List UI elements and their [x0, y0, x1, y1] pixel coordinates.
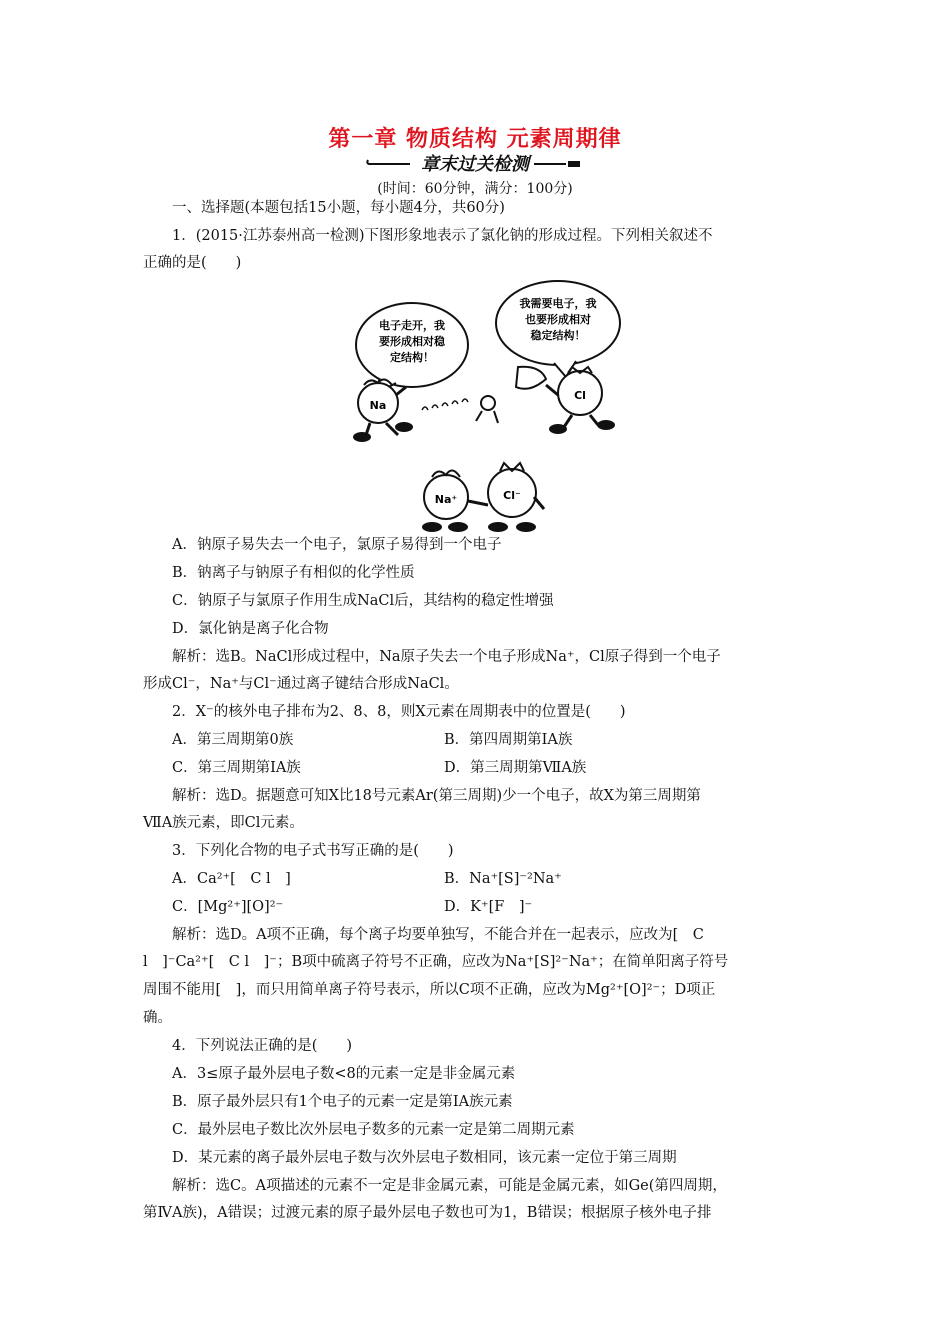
q2-option-b: B．第四周期第ⅠA族: [444, 732, 573, 748]
q4-option-c: C．最外层电子数比次外层电子数多的元素一定是第二周期元素: [172, 1122, 575, 1138]
q1-stem-line2: 正确的是( ): [143, 255, 242, 271]
q1-analysis-line1: 解析：选B。NaCl形成过程中，Na原子失去一个电子形成Na⁺，Cl原子得到一个电子: [172, 649, 721, 665]
nacl-formation-illustration: [340, 275, 640, 540]
q2-option-d: D．第三周期第ⅦA族: [444, 760, 587, 776]
q2-analysis-line2: ⅦA族元素，即Cl元素。: [143, 815, 304, 831]
bubble-right-line3: 稳定结构！: [530, 329, 586, 342]
q3-analysis-line4: 确。: [143, 1010, 172, 1026]
electron-trail: [422, 399, 468, 410]
bubble-right-line2: 也要形成相对: [525, 313, 591, 326]
q3-option-b: B．Na⁺[S]⁻²Na⁺: [444, 871, 562, 887]
bubble-right-line1: 我需要电子，我: [519, 297, 597, 310]
q3-analysis-line3: 周围不能用[ ]，而只用简单离子符号表示，所以C项不正确，应改为Mg²⁺[O]²⁻；D项正: [143, 982, 716, 998]
time-info: (时间：60分钟，满分：100分): [377, 181, 573, 197]
label-cl-ion: Cl⁻: [503, 489, 521, 502]
review-banner: 章末过关检测: [421, 154, 529, 175]
q4-stem: 4．下列说法正确的是( ): [172, 1038, 353, 1054]
q4-analysis-line1: 解析：选C。A项描述的元素不一定是非金属元素，可能是金属元素，如Ge(第四周期，: [172, 1178, 727, 1194]
q3-analysis-line2: l ]⁻Ca²⁺[ C l ]⁻；B项中硫离子符号不正确，应改为Na⁺[S]²⁻Na⁺；在简单阳离子符号: [143, 954, 729, 970]
q3-option-a: A．Ca²⁺[ C l ]: [172, 871, 291, 887]
q2-option-a: A．第三周期第0族: [172, 732, 294, 748]
q3-stem: 3．下列化合物的电子式书写正确的是( ): [172, 843, 454, 859]
q2-option-c: C．第三周期第ⅠA族: [172, 760, 301, 776]
q1-option-a: A．钠原子易失去一个电子，氯原子易得到一个电子: [172, 537, 502, 553]
electron-character: [476, 396, 498, 423]
bubble-left-line3: 定结构！: [390, 351, 434, 364]
right-speech-bubble: [496, 281, 620, 377]
q3-option-c: C．[Mg²⁺][O]²⁻: [172, 899, 284, 915]
q4-option-d: D．某元素的离子最外层电子数与次外层电子数相同，该元素一定位于第三周期: [172, 1150, 677, 1166]
chapter-title: 第一章 物质结构 元素周期律: [328, 127, 622, 152]
q3-option-d: D．K⁺[F ]⁻: [444, 899, 533, 915]
cl-atom-character: [516, 367, 615, 434]
label-na-ion: Na⁺: [434, 493, 458, 506]
q3-analysis-line1: 解析：选D。A项不正确，每个离子均要单独写，不能合并在一起表示，应改为[ C: [172, 927, 704, 943]
q1-option-b: B．钠离子与钠原子有相似的化学性质: [172, 565, 415, 581]
bubble-left-line2: 要形成相对稳: [379, 335, 445, 348]
label-cl: Cl: [574, 389, 586, 402]
q4-analysis-line2: 第ⅣA族)，A错误；过渡元素的原子最外层电子数也可为1，B错误；根据原子核外电子排: [143, 1205, 712, 1221]
q1-option-c: C．钠原子与氯原子作用生成NaCl后，其结构的稳定性增强: [172, 593, 554, 609]
q4-option-a: A．3≤原子最外层电子数<8的元素一定是非金属元素: [172, 1066, 516, 1082]
q4-option-b: B．原子最外层只有1个电子的元素一定是第ⅠA族元素: [172, 1094, 513, 1110]
q1-stem-line1: 1．(2015·江苏泰州高一检测)下图形象地表示了氯化钠的形成过程。下列相关叙述不: [172, 228, 713, 244]
cl-ion-character: [468, 463, 544, 532]
q1-option-d: D．氯化钠是离子化合物: [172, 621, 329, 637]
na-atom-character: [353, 379, 413, 442]
label-na: Na: [369, 399, 387, 412]
q2-analysis-line1: 解析：选D。据题意可知X比18号元素Ar(第三周期)少一个电子，故X为第三周期第: [172, 788, 701, 804]
q1-analysis-line2: 形成Cl⁻，Na⁺与Cl⁻通过离子键结合形成NaCl。: [143, 676, 459, 692]
q2-stem: 2．X⁻的核外电子排布为2、8、8，则X元素在周期表中的位置是( ): [172, 704, 626, 720]
bubble-left-line1: 电子走开，我: [379, 319, 445, 332]
na-ion-character: [422, 470, 468, 532]
section-heading: 一、选择题(本题包括15小题，每小题4分，共60分): [172, 200, 505, 216]
